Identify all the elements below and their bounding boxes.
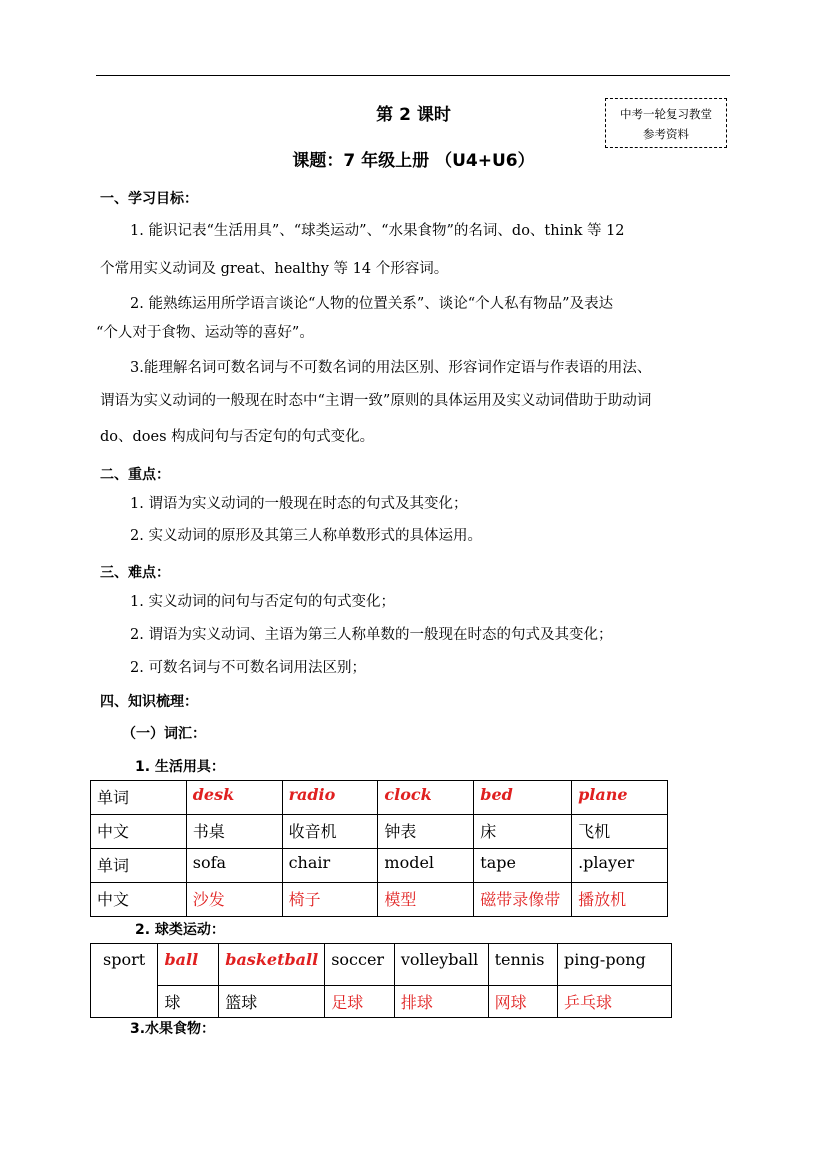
table-row bbox=[91, 986, 672, 1018]
daily-items-table bbox=[90, 780, 668, 917]
word-cell: tennis bbox=[488, 944, 557, 986]
vocab-heading: （一）词汇： bbox=[122, 726, 206, 742]
stamp-line1: 中考一轮复习教堂 bbox=[620, 107, 712, 121]
word-cell: sofa bbox=[186, 849, 282, 883]
goals-heading: 一、学习目标： bbox=[100, 191, 198, 207]
meaning-cell: 播放机 bbox=[572, 883, 668, 917]
goal3-line1: 3.能理解名词可数名词与不可数名词的用法区别、形容词作定语与作表语的用法、 bbox=[130, 360, 652, 376]
word-cell: basketball bbox=[219, 944, 325, 986]
goal1-line1: 1. 能识记表“生活用具”、“球类运动”、“水果食物”的名词、do、think 等 12 bbox=[130, 223, 625, 239]
table-row bbox=[91, 781, 668, 815]
word-cell: plane bbox=[572, 781, 668, 815]
difficulty-item-2: 2. 谓语为实义动词、主语为第三人称单数的一般现在时态的句式及其变化； bbox=[130, 627, 613, 643]
goal2-line1: 2. 能熟练运用所学语言谈论“人物的位置关系”、谈论“个人私有物品”及表达 bbox=[130, 296, 614, 312]
meaning-cell: 乒乓球 bbox=[558, 986, 672, 1018]
row-label: 单词 bbox=[91, 781, 187, 815]
meaning-cell: 沙发 bbox=[186, 883, 282, 917]
header-rule bbox=[96, 75, 730, 76]
word-cell: ping-pong bbox=[558, 944, 672, 986]
goal1-line2: 个常用实义动词及 great、healthy 等 14 个形容词。 bbox=[100, 261, 449, 277]
subsection-ball-sports: 2. 球类运动： bbox=[135, 922, 225, 938]
word-cell: radio bbox=[282, 781, 378, 815]
meaning-cell: 磁带录像带 bbox=[474, 883, 572, 917]
row-label: 单词 bbox=[91, 849, 187, 883]
key-item-1: 1. 谓语为实义动词的一般现在时态的句式及其变化； bbox=[130, 496, 468, 512]
meaning-cell: 钟表 bbox=[378, 815, 474, 849]
meaning-cell: 模型 bbox=[378, 883, 474, 917]
meaning-cell: 排球 bbox=[394, 986, 488, 1018]
word-cell: chair bbox=[282, 849, 378, 883]
goal2-line2: “个人对于食物、运动等的喜好”。 bbox=[96, 325, 314, 341]
word-cell: clock bbox=[378, 781, 474, 815]
goal3-line2: 谓语为实义动词的一般现在时态中“主谓一致”原则的具体运用及实义动词借助于助动词 bbox=[100, 393, 652, 409]
meaning-cell: 篮球 bbox=[219, 986, 325, 1018]
difficulty-item-1: 1. 实义动词的问句与否定句的句式变化； bbox=[130, 594, 395, 610]
knowledge-heading: 四、知识梳理： bbox=[100, 694, 198, 710]
row-label: 中文 bbox=[91, 815, 187, 849]
key-heading: 二、重点： bbox=[100, 467, 170, 483]
meaning-cell: 足球 bbox=[325, 986, 395, 1018]
difficulty-item-3: 2. 可数名词与不可数名词用法区别； bbox=[130, 660, 366, 676]
lesson-title: 第 2 课时 bbox=[376, 105, 451, 125]
word-cell: tape bbox=[474, 849, 572, 883]
ball-sports-table bbox=[90, 943, 672, 1018]
table-row bbox=[91, 849, 668, 883]
row-label: 中文 bbox=[91, 883, 187, 917]
word-cell: .player bbox=[572, 849, 668, 883]
word-cell: volleyball bbox=[394, 944, 488, 986]
meaning-cell: 飞机 bbox=[572, 815, 668, 849]
difficulty-heading: 三、难点： bbox=[100, 565, 170, 581]
meaning-cell: 收音机 bbox=[282, 815, 378, 849]
subsection-daily-items: 1. 生活用具： bbox=[135, 759, 225, 775]
word-cell: bed bbox=[474, 781, 572, 815]
table-row bbox=[91, 944, 672, 986]
subsection-fruit-food: 3.水果食物： bbox=[130, 1021, 216, 1037]
table-row bbox=[91, 815, 668, 849]
word-cell: model bbox=[378, 849, 474, 883]
sport-label: sport bbox=[91, 944, 158, 1018]
word-cell: ball bbox=[158, 944, 219, 986]
goal3-line3: do、does 构成问句与否定句的句式变化。 bbox=[100, 429, 375, 445]
meaning-cell: 书桌 bbox=[186, 815, 282, 849]
table-row bbox=[91, 883, 668, 917]
topic-title: 课题：7 年级上册 （U4+U6） bbox=[292, 151, 535, 171]
word-cell: soccer bbox=[325, 944, 395, 986]
word-cell: desk bbox=[186, 781, 282, 815]
stamp-line2: 参考资料 bbox=[643, 127, 689, 141]
meaning-cell: 球 bbox=[158, 986, 219, 1018]
key-item-2: 2. 实义动词的原形及其第三人称单数形式的具体运用。 bbox=[130, 528, 482, 544]
meaning-cell: 网球 bbox=[488, 986, 557, 1018]
meaning-cell: 床 bbox=[474, 815, 572, 849]
meaning-cell: 椅子 bbox=[282, 883, 378, 917]
